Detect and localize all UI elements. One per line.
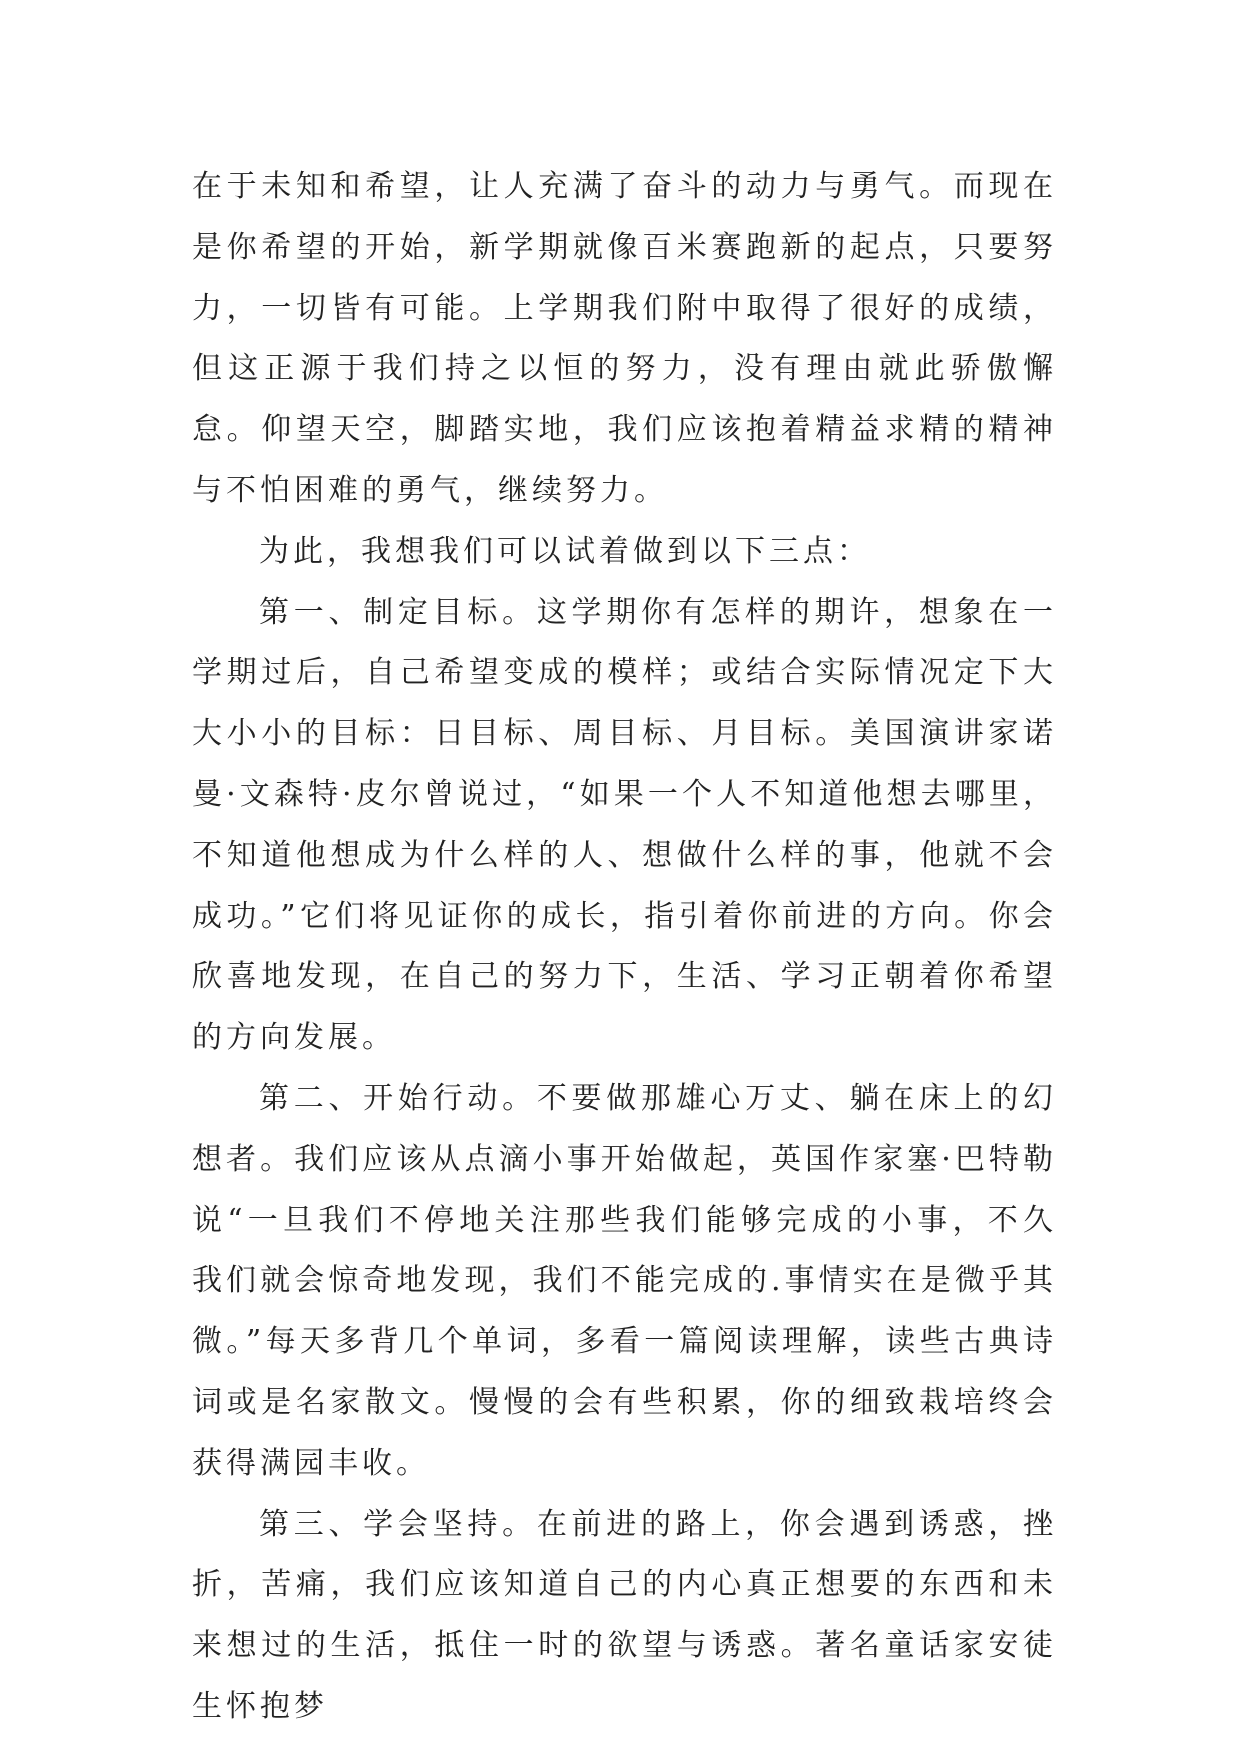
- paragraph-point-one-set-goals: 第一、制定目标。这学期你有怎样的期许，想象在一学期过后，自己希望变成的模样；或结合实际情况定下大大小小的目标：日目标、周目标、月目标。美国演讲家诺曼·文森特·皮尔曾说过，“如果一个人不知道他想去哪里，不知道他想成为什么样的人、想做什么样的事，他就不会成功。”它们将见证你的成长，指引着你前进的方向。你会欣喜地发现，在自己的努力下，生活、学习正朝着你希望的方向发展。: [192, 594, 1057, 1056]
- paragraph-three-points-intro: 为此，我想我们可以试着做到以下三点：: [259, 533, 871, 569]
- paragraph-point-two-take-action: 第二、开始行动。不要做那雄心万丈、躺在床上的幻想者。我们应该从点滴小事开始做起，英国作家塞·巴特勒说“一旦我们不停地关注那些我们能够完成的小事，不久我们就会惊奇地发现，我们不能完成的.事情实在是微乎其微。”每天多背几个单词，多看一篇阅读理解，读些古典诗词或是名家散文。慢慢的会有些积累，你的细致栽培终会获得满园丰收。: [192, 1080, 1057, 1481]
- paragraph-point-three-persist: 第三、学会坚持。在前进的路上，你会遇到诱惑，挫折，苦痛，我们应该知道自己的内心真正想要的东西和未来想过的生活，抵住一时的欲望与诱惑。著名童话家安徒生怀抱梦: [192, 1506, 1057, 1724]
- paragraph-intro-continuation: 在于未知和希望，让人充满了奋斗的动力与勇气。而现在是你希望的开始，新学期就像百米赛跑新的起点，只要努力，一切皆有可能。上学期我们附中取得了很好的成绩，但这正源于我们持之以恒的努力，没有理由就此骄傲懈怠。仰望天空，脚踏实地，我们应该抱着精益求精的精神与不怕困难的勇气，继续努力。: [192, 169, 1057, 508]
- document-body: [192, 157, 1057, 1738]
